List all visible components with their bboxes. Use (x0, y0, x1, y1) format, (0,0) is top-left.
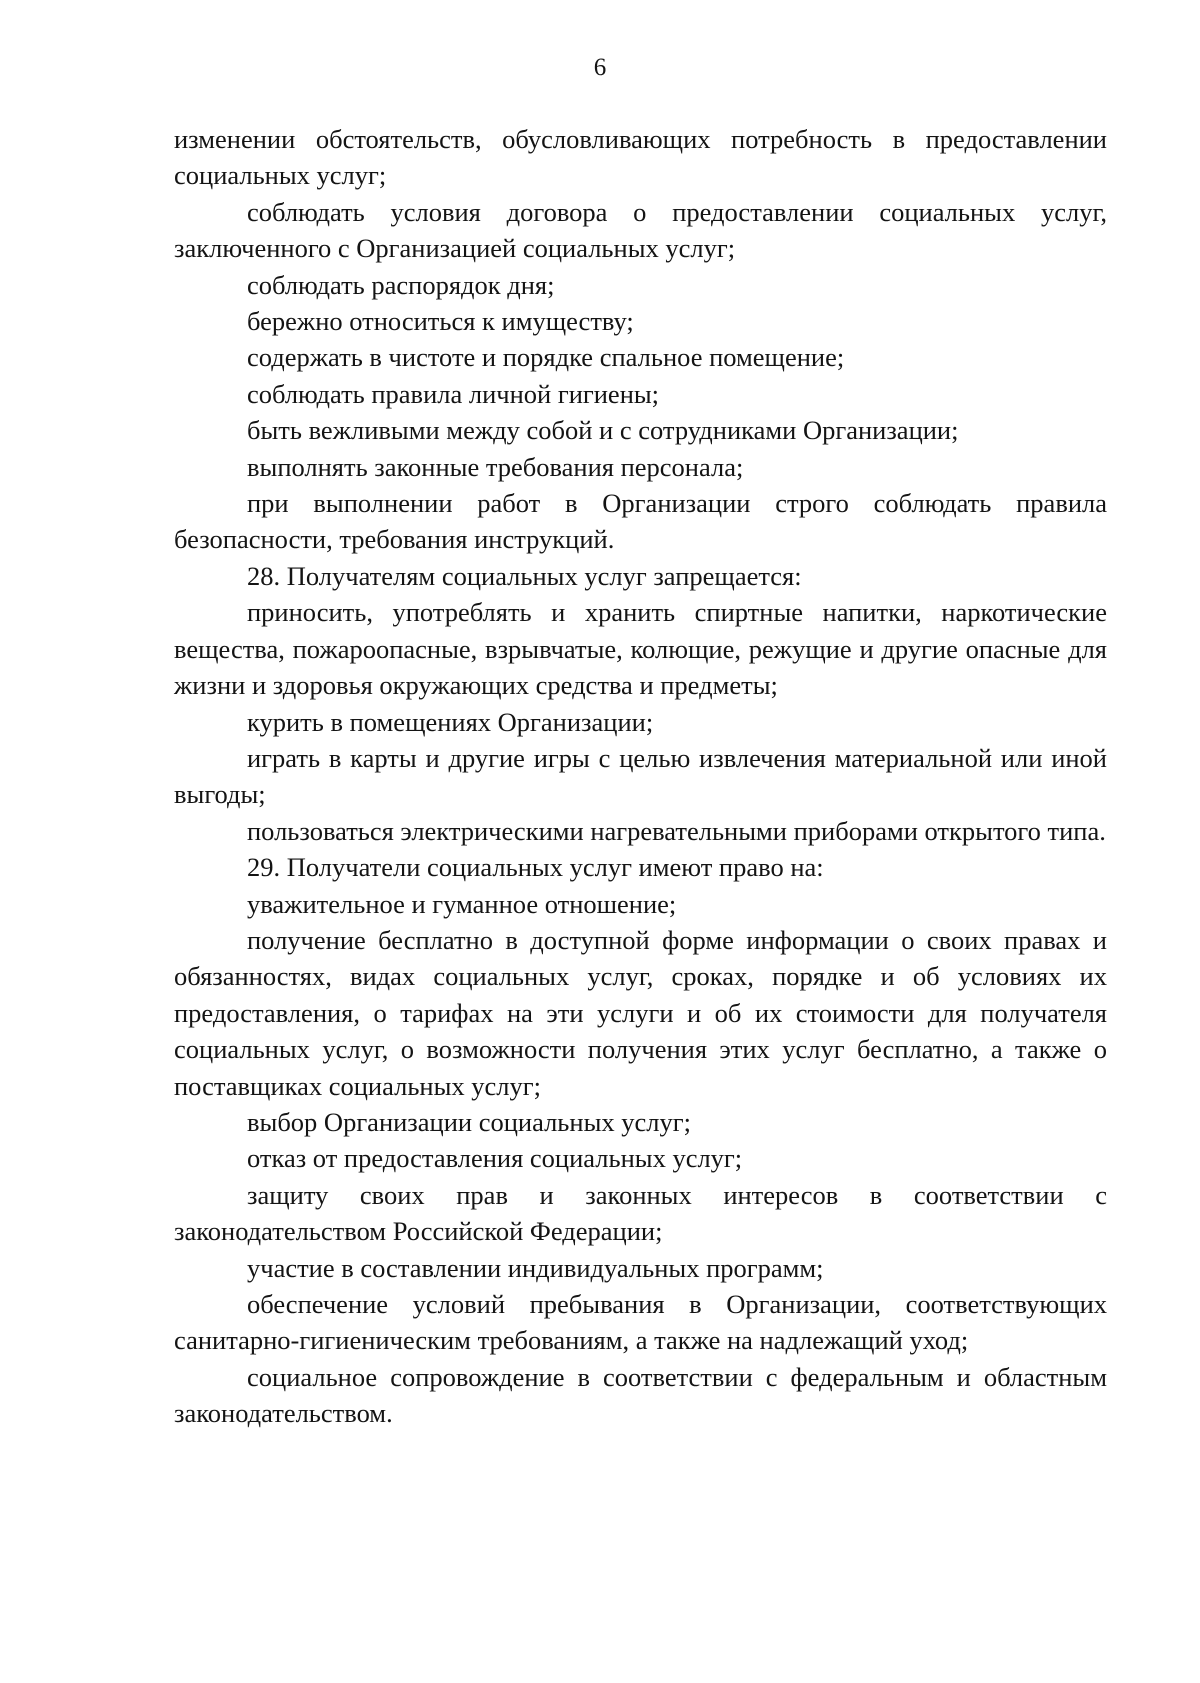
paragraph-no-gambling: играть в карты и другие игры с целью извлечения материальной или иной выгоды; (174, 742, 1107, 810)
paragraph-contract-terms: соблюдать условия договора о предоставлении социальных услуг, заключенного с Организацией социальных услуг; (174, 196, 1107, 264)
paragraph-choice-of-organization: выбор Организации социальных услуг; (247, 1106, 691, 1137)
paragraph-room-cleanliness: содержать в чистоте и порядке спальное помещение; (247, 342, 845, 373)
paragraph-no-heaters: пользоваться электрическими нагревательными приборами открытого типа. (247, 815, 1106, 846)
paragraph-respectful-treatment: уважительное и гуманное отношение; (247, 888, 677, 919)
paragraph-safety-rules: при выполнении работ в Организации строго соблюдать правила безопасности, требования инструкций. (174, 488, 1107, 555)
paragraph-individual-programs: участие в составлении индивидуальных программ; (247, 1252, 824, 1283)
paragraph-refusal-of-services: отказ от предоставления социальных услуг; (247, 1143, 743, 1174)
paragraph-property-care: бережно относиться к имуществу; (247, 306, 634, 337)
document-body (174, 121, 1107, 1432)
section-29-heading: 29. Получатели социальных услуг имеют право на: (247, 852, 824, 883)
paragraph-hygiene: соблюдать правила личной гигиены; (247, 378, 660, 409)
paragraph-social-support: социальное сопровождение в соответствии с федеральным и областным законодательством. (174, 1361, 1107, 1429)
section-28-heading: 28. Получателям социальных услуг запрещается: (247, 560, 802, 591)
page-number: 6 (593, 54, 607, 81)
paragraph-continuation: изменении обстоятельств, обусловливающих потребность в предоставлении социальных услуг; (174, 124, 1107, 191)
paragraph-daily-routine: соблюдать распорядок дня; (247, 269, 555, 300)
paragraph-no-smoking: курить в помещениях Организации; (247, 706, 654, 737)
paragraph-legal-protection: защиту своих прав и законных интересов в соответствии с законодательством Российской Федерации; (174, 1179, 1107, 1247)
paragraph-prohibited-items: приносить, употреблять и хранить спиртные напитки, наркотические вещества, пожароопасные, взрывчатые, колющие, режущие и другие опасные для жизни и здоровья окружающих средства и предметы; (174, 597, 1107, 701)
paragraph-staff-requirements: выполнять законные требования персонала; (247, 451, 744, 482)
paragraph-information-rights: получение бесплатно в доступной форме информации о своих правах и обязанностях, видах социальных услуг, сроках, порядке и об условиях их предоставления, о тарифах на эти услуги и об их стоимости для получателя социальных услуг, о возможности получения этих услуг бесплатно, а также о поставщиках социальных услуг; (174, 924, 1107, 1101)
paragraph-living-conditions: обеспечение условий пребывания в Организации, соответствующих санитарно-гигиеническим требованиям, а также на надлежащий уход; (174, 1289, 1107, 1356)
paragraph-politeness: быть вежливыми между собой и с сотрудниками Организации; (247, 415, 959, 446)
